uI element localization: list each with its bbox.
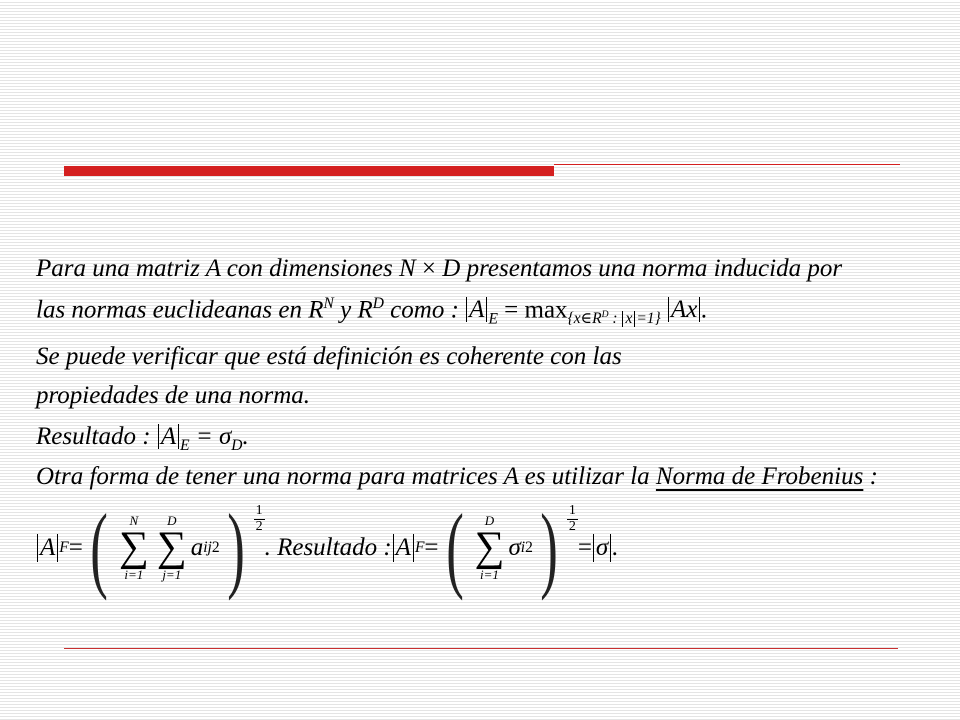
norm-A-F: A: [37, 534, 58, 562]
frobenius-term: Norma de Frobenius: [655, 463, 864, 490]
sum-i: N ∑ i=1: [118, 512, 149, 582]
title-rule-thin: [554, 164, 900, 165]
resultado-line: Resultado : A $_E = \sigma_D$.: [36, 423, 249, 454]
footer-rule: [64, 648, 898, 649]
norm-A-E: A: [466, 297, 487, 322]
sum-sigma: D ∑ i=1: [474, 512, 505, 582]
exponent-half: $\frac{1}{2}$: [255, 503, 263, 534]
frobenius-intro: Otra forma de tener una norma para matrices A es utilizar la Norma de Frobenius :: [36, 463, 878, 490]
norm-sigma: σ: [593, 534, 611, 562]
frobenius-formula: A F = ( N ∑ i=1 D ∑ j=1 a ij 2 ) $\frac{1}{2}$ . Resultado : A F = ( D ∑ i=1 σ i 2 ) $\frac{1}{2}$ = σ .: [36, 500, 619, 596]
para1-line2: las normas euclideanas en $R^N$ y $R^D$ como : A $_E = \max_{\{x\in R^D : x =1\}} Ax$ .: [36, 295, 708, 328]
norm-Ax: Ax: [668, 297, 700, 322]
para2-line1: Se puede verificar que está definición es coherente con las: [36, 343, 622, 370]
title-rule-thick: [64, 166, 554, 176]
para2-line2: propiedades de una norma.: [36, 382, 311, 409]
para1-line1: Para una matriz A con dimensiones N × D presentamos una norma inducida por: [36, 255, 843, 282]
sum-j: D ∑ j=1: [156, 512, 187, 582]
